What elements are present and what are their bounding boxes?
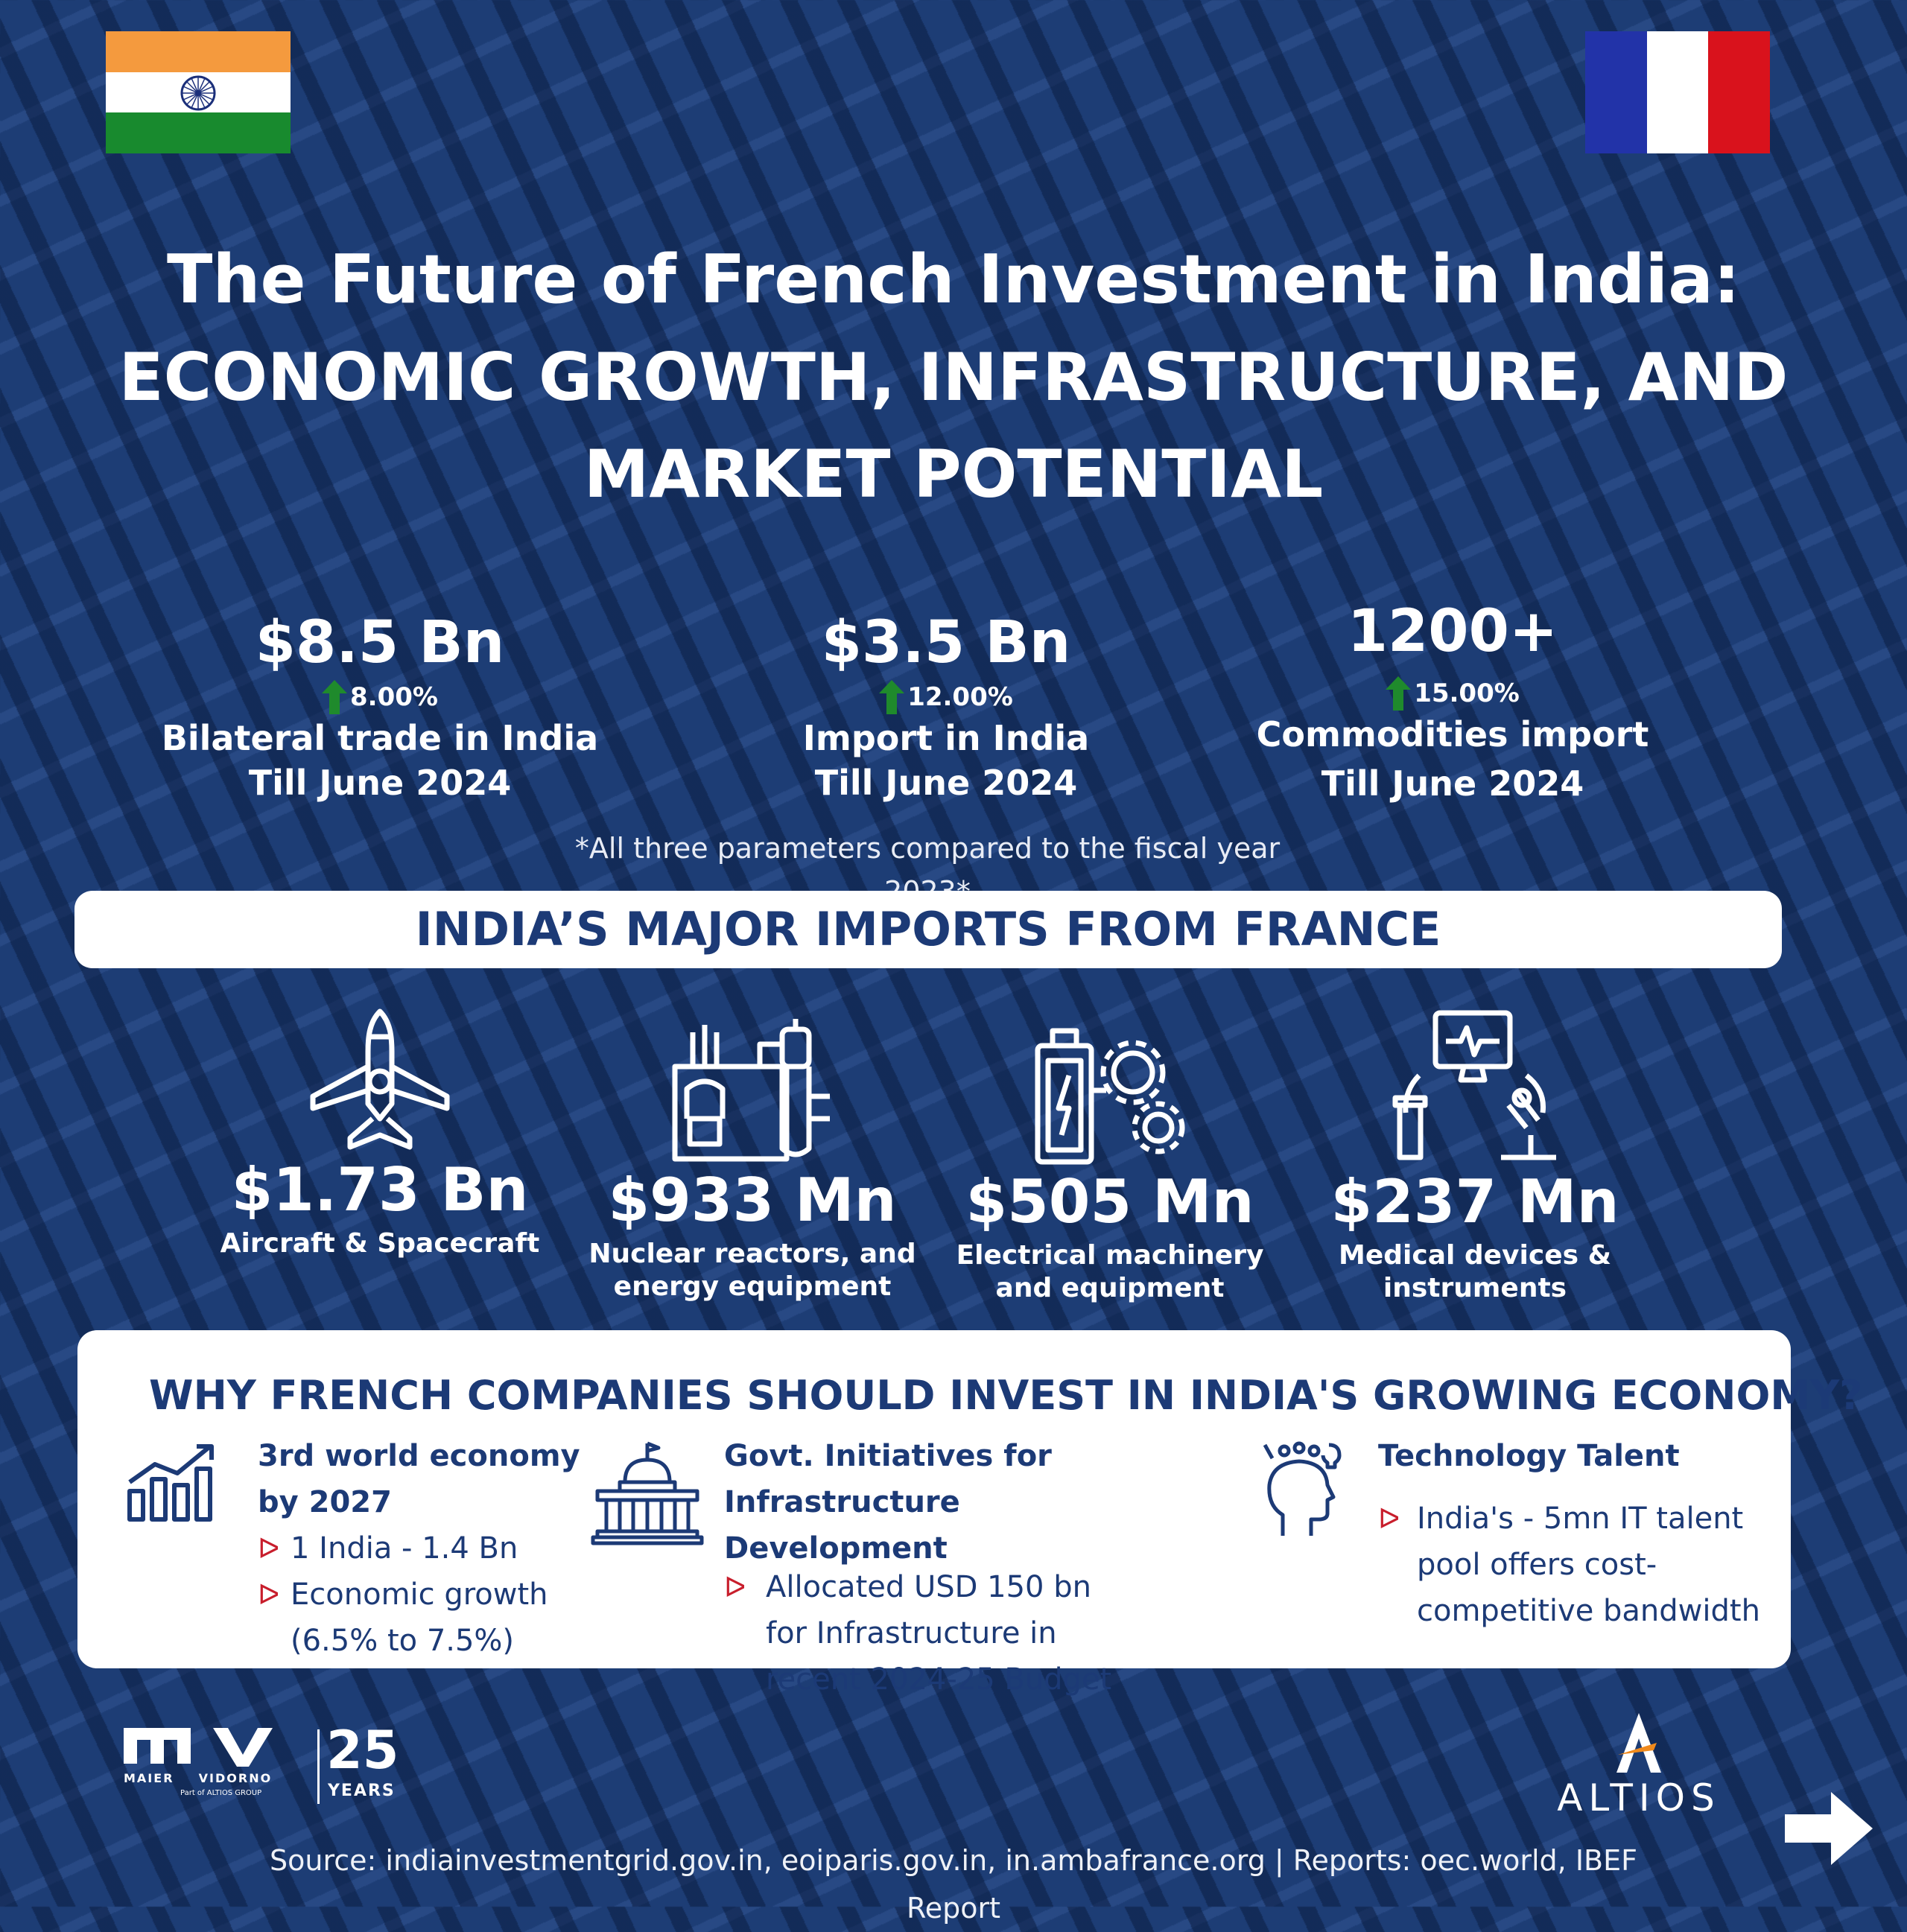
stat-value: $8.5 Bn <box>255 609 505 676</box>
bullet-text: India's - 5mn IT talent <box>1417 1502 1744 1536</box>
why-col-economy <box>258 1433 586 1664</box>
stat-label: Import in India <box>802 718 1090 758</box>
india-flag <box>106 31 291 153</box>
title-line-3: MARKET POTENTIAL <box>583 436 1324 512</box>
source-footer: Source: indiainvestmentgrid.gov.in, eoiparis.gov.in, in.ambafrance.org | Reports: oec.world, IBEF Report <box>270 1844 1637 1925</box>
altios-logo <box>1542 1713 1736 1825</box>
mv-sub: Part of ALTIOS GROUP <box>180 1789 262 1797</box>
altios-wordmark: ALTIOS <box>1557 1776 1721 1820</box>
stat-period: Till June 2024 <box>1321 763 1584 804</box>
why-bullet <box>258 1572 586 1618</box>
why-invest-title: WHY FRENCH COMPANIES SHOULD INVEST IN INDIA'S GROWING ECONOMY? <box>149 1372 1863 1419</box>
stat-bilateral-trade <box>142 607 618 805</box>
stat-imports <box>708 607 1184 805</box>
france-flag <box>1585 31 1770 153</box>
bullet-text: recent 2024-25 Budget <box>766 1662 1112 1697</box>
why-col-technology <box>1378 1433 1780 1634</box>
mv-name-1: MAIER <box>124 1771 174 1785</box>
stat-change <box>142 679 618 716</box>
growth-chart-icon <box>125 1442 218 1524</box>
bullet-arrow-icon: ᐅ <box>724 1571 746 1604</box>
stat-label: Commodities import <box>1256 714 1649 754</box>
bullet-text: (6.5% to 7.5%) <box>291 1624 515 1658</box>
medical-monitor-icon <box>1389 1008 1561 1165</box>
mv-years-label: YEARS <box>328 1782 396 1800</box>
import-item-electrical <box>946 1016 1274 1305</box>
mv-monogram-icon <box>124 1725 280 1767</box>
import-item-nuclear <box>588 1014 916 1303</box>
stat-label: Bilateral trade in India <box>161 718 599 758</box>
import-label: Medical devices & <box>1339 1240 1611 1271</box>
why-bullet-cont <box>724 1656 1260 1703</box>
stat-change-value: 8.00% <box>350 682 438 712</box>
ashoka-chakra-icon <box>179 74 218 112</box>
mv-name-2: VIDORNO <box>198 1771 273 1785</box>
mv-years-number: 25 <box>326 1720 399 1781</box>
import-item-aircraft <box>216 1007 544 1260</box>
why-bullet <box>258 1525 586 1572</box>
why-heading: Technology Talent <box>1378 1439 1680 1473</box>
stat-commodities <box>1214 596 1691 806</box>
bullet-arrow-icon: ᐅ <box>1378 1502 1400 1535</box>
import-label-2: instruments <box>1383 1273 1567 1303</box>
why-heading-2: by 2027 <box>258 1485 392 1519</box>
title-line-1: The Future of French Investment in India: <box>167 241 1740 319</box>
bullet-text: Economic growth <box>291 1577 548 1612</box>
bullet-text: 1 India - 1.4 Bn <box>291 1531 518 1566</box>
up-arrow-icon <box>1386 676 1411 711</box>
why-bullet <box>724 1564 1260 1610</box>
up-arrow-icon <box>879 680 904 714</box>
why-bullet <box>1378 1496 1780 1542</box>
import-value: $237 Mn <box>1330 1167 1619 1236</box>
import-value: $505 Mn <box>965 1167 1254 1236</box>
airplane-icon <box>305 1007 454 1153</box>
why-heading-2: Development <box>724 1531 948 1566</box>
mv-divider <box>317 1729 320 1804</box>
stats-footnote: *All three parameters compared to the fiscal year <box>574 832 1281 865</box>
bullet-arrow-icon: ᐅ <box>258 1532 280 1565</box>
import-value: $933 Mn <box>608 1166 897 1235</box>
bullet-text: Allocated USD 150 bn <box>766 1570 1091 1604</box>
bullet-text: competitive bandwidth <box>1417 1594 1760 1628</box>
why-heading: 3rd world economy <box>258 1439 580 1473</box>
why-bullet-cont <box>1378 1588 1780 1634</box>
up-arrow-icon <box>322 680 347 714</box>
stat-value: 1200+ <box>1347 598 1558 665</box>
next-arrow-icon[interactable] <box>1782 1788 1876 1869</box>
bullet-text: pool offers cost- <box>1417 1548 1657 1582</box>
import-label: Electrical machinery <box>956 1240 1264 1271</box>
why-col-infrastructure <box>724 1433 1260 1703</box>
title-line-2: ECONOMIC GROWTH, INFRASTRUCTURE, AND <box>118 339 1789 416</box>
import-label: Nuclear reactors, and <box>588 1239 916 1269</box>
maier-vidorno-logo <box>124 1720 407 1807</box>
import-item-medical <box>1311 1008 1639 1305</box>
altios-mark-icon <box>1609 1713 1669 1776</box>
stat-change-value: 15.00% <box>1414 679 1520 708</box>
why-heading: Govt. Initiatives for Infrastructure <box>724 1439 1052 1519</box>
government-building-icon <box>591 1440 703 1546</box>
stat-change <box>1214 675 1691 712</box>
bullet-arrow-icon: ᐅ <box>258 1578 280 1611</box>
import-label-2: and equipment <box>995 1273 1225 1303</box>
imports-banner: INDIA’S MAJOR IMPORTS FROM FRANCE <box>74 891 1782 968</box>
stat-period: Till June 2024 <box>814 763 1078 803</box>
why-bullet-cont <box>258 1618 586 1664</box>
why-invest-card <box>77 1330 1863 1697</box>
reactor-icon <box>670 1014 834 1163</box>
import-value: $1.73 Bn <box>231 1155 529 1224</box>
stat-period: Till June 2024 <box>248 763 512 803</box>
head-ideas-icon <box>1262 1442 1348 1539</box>
page-title <box>74 231 1833 523</box>
stat-change-value: 12.00% <box>907 682 1013 712</box>
stat-value: $3.5 Bn <box>821 609 1071 676</box>
import-label-2: energy equipment <box>613 1271 892 1302</box>
battery-gears-icon <box>1032 1016 1188 1165</box>
bullet-text: for Infrastructure in <box>766 1616 1057 1650</box>
import-label: Aircraft & Spacecraft <box>220 1228 540 1259</box>
why-bullet-cont <box>1378 1542 1780 1588</box>
stat-change <box>708 679 1184 716</box>
why-bullet-cont <box>724 1610 1260 1656</box>
